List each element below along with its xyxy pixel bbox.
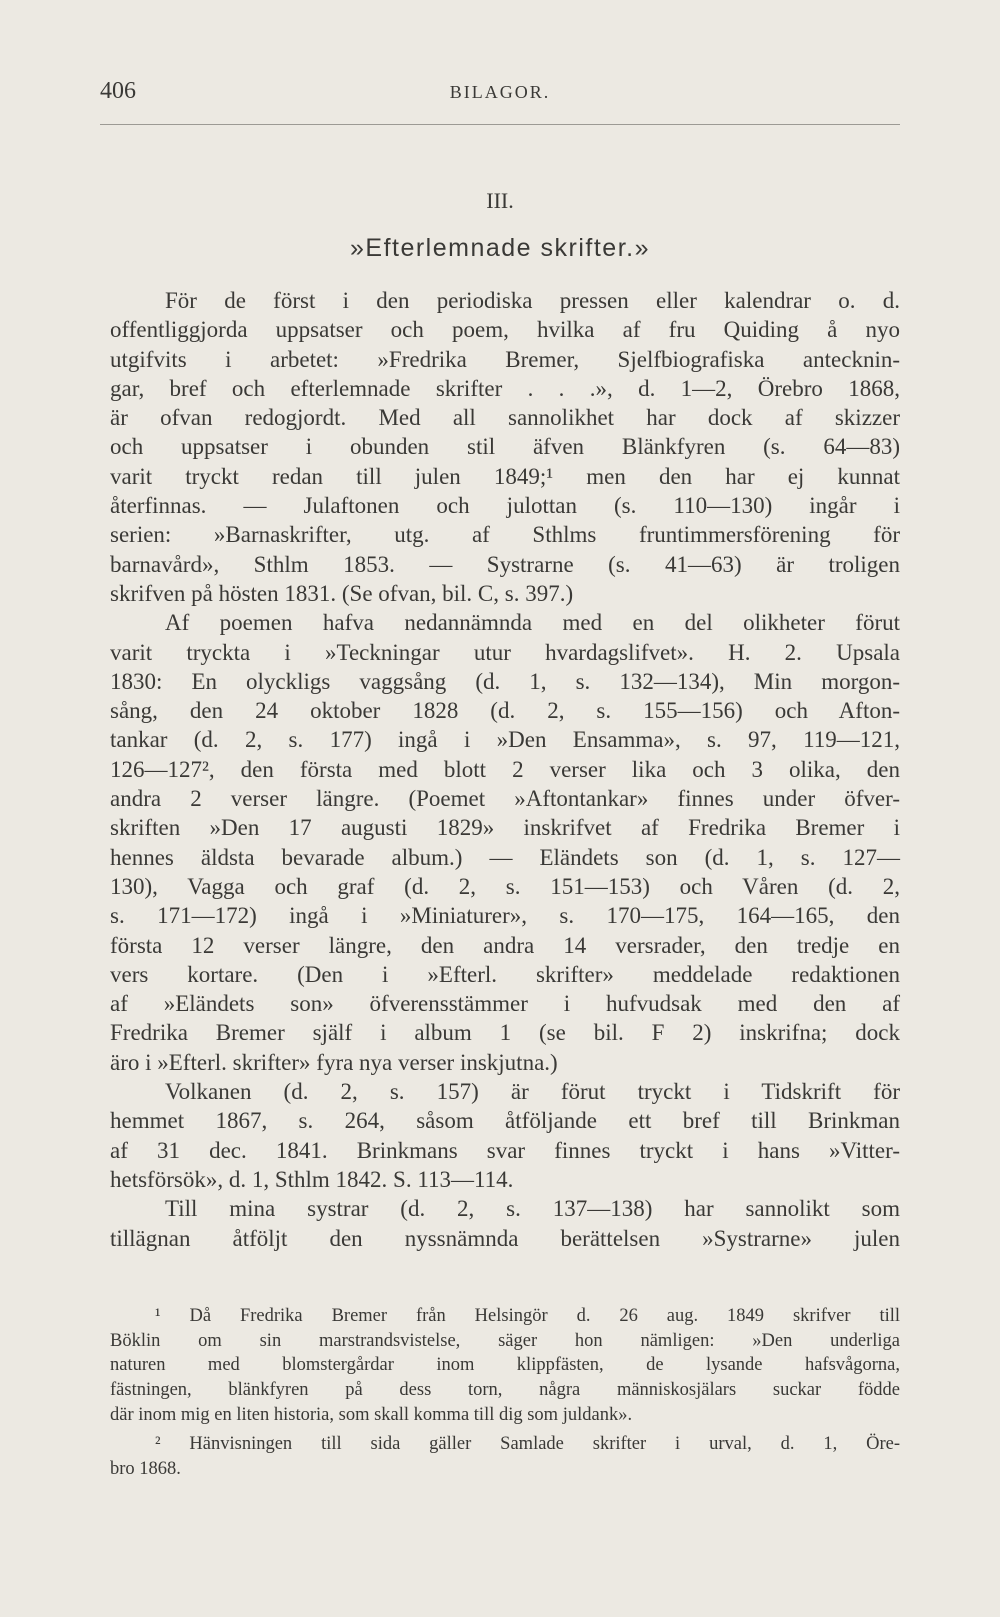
body-line: hetsförsök», d. 1, Sthlm 1842. S. 113—114. [110,1166,514,1192]
body-line: hennes äldsta bevarade album.) — Eländets son (d. 1, s. 127— [110,844,900,870]
header-rule [100,124,900,125]
body-line: af »Eländets son» öfverensstämmer i hufvudsak med den af [110,991,900,1017]
body-line: tankar (d. 2, s. 177) ingå i »Den Ensamma», s. 97, 119—121, [110,727,900,753]
footnote-line: där inom mig en liten historia, som skall komma till dig som juldank». [110,1404,633,1425]
body-line: af 31 dec. 1841. Brinkmans svar finnes tryckt i hans »Vitter- [110,1137,900,1163]
body-line: hemmet 1867, s. 264, såsom åtföljande ett bref till Brinkman [110,1108,900,1134]
body-line: varit tryckta i »Teckningar utur hvardagslifvet». H. 2. Upsala [110,639,900,665]
body-line: Af poemen hafva nedannämnda med en del olikheter förut [165,610,900,636]
body-line: Fredrika Bremer själf i album 1 (se bil. F 2) inskrifna; dock [110,1020,900,1046]
body-line: äro i »Efterl. skrifter» fyra nya verser inskjutna.) [110,1049,558,1075]
body-line: första 12 verser längre, den andra 14 versrader, den tredje en [110,932,900,958]
body-line: 126—127², den första med blott 2 verser lika och 3 olika, den [110,756,900,782]
body-line: återfinnas. — Julaftonen och julottan (s. 110—130) ingår i [110,493,900,519]
footnote-line: bro 1868. [110,1459,181,1480]
body-line: s. 171—172) ingå i »Miniaturer», s. 170—175, 164—165, den [110,903,900,929]
footnote-line: ¹ Då Fredrika Bremer från Helsingör d. 26 aug. 1849 skrifver till [155,1306,900,1326]
body-line: utgifvits i arbetet: »Fredrika Bremer, Sjelfbiografiska antecknin- [110,346,900,372]
body-line: varit tryckt redan till julen 1849;¹ men den har ej kunnat [110,463,900,489]
footnotes [110,1304,900,1482]
footnote-line: Böklin om sin marstrandsvistelse, säger hon nämligen: »Den underliga [110,1330,900,1351]
running-head [100,78,900,110]
body-line: serien: »Barnaskrifter, utg. af Sthlms fruntimmersförening för [110,522,900,548]
footnote-line: ² Hänvisningen till sida gäller Samlade skrifter i urval, d. 1, Öre- [155,1434,900,1455]
running-title: BILAGOR. [449,82,551,102]
body-line: Till mina systrar (d. 2, s. 137—138) har sannolikt som [165,1196,900,1222]
body-line: 130), Vagga och graf (d. 2, s. 151—153) och Våren (d. 2, [110,873,900,899]
body-line: andra 2 verser längre. (Poemet »Aftontankar» finnes under öfver- [110,786,900,812]
body-line: gar, bref och efterlemnade skrifter . . .», d. 1—2, Örebro 1868, [110,375,900,401]
body-line: För de först i den periodiska pressen eller kalendrar o. d. [165,288,900,313]
body-line: barnavård», Sthlm 1853. — Systrarne (s. 41—63) är troligen [110,551,900,577]
footnote-line: fästningen, blänkfyren på dess torn, några människosjälars suckar födde [110,1380,900,1401]
page-number: 406 [100,78,136,104]
body-line: skrifven på hösten 1831. (Se ofvan, bil. C, s. 397.) [110,580,574,606]
body-line: och uppsatser i obunden stil äfven Blänkfyren (s. 64—83) [110,434,900,460]
section-number: III. [486,188,514,213]
body-text [110,286,900,1253]
body-line: Volkanen (d. 2, s. 157) är förut tryckt i Tidskrift för [165,1079,900,1105]
body-line: är ofvan redogjordt. Med all sannolikhet har dock af skizzer [110,405,900,431]
footnote-line: naturen med blomstergårdar inom klippfästen, de lysande hafsvågorna, [110,1355,900,1376]
body-line: tillägnan åtföljt den nyssnämnda berättelsen »Systrarne» julen [110,1225,900,1251]
section-title: »Efterlemnade skrifter.» [349,234,650,262]
body-line: offentliggjorda uppsatser och poem, hvilka af fru Quiding å nyo [110,317,900,343]
body-line: sång, den 24 oktober 1828 (d. 2, s. 155—156) och Afton- [110,698,900,724]
body-line: vers kortare. (Den i »Efterl. skrifter» meddelade redaktionen [110,961,900,987]
body-line: 1830: En olyckligs vaggsång (d. 1, s. 132—134), Min morgon- [110,668,900,694]
body-line: skriften »Den 17 augusti 1829» inskrifvet af Fredrika Bremer i [110,815,900,841]
